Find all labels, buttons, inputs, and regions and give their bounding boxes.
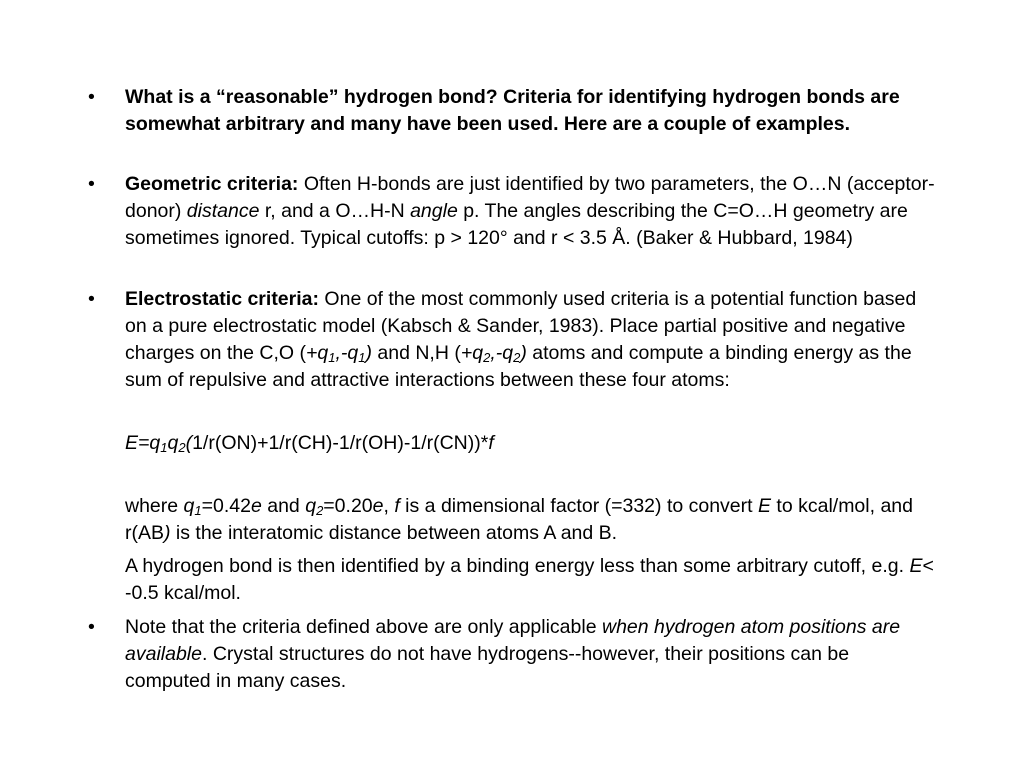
geometric-text-3: p. The angles describing the C=O…H geometry are sometimes ignored. Typical cutoffs: p > 120° and r < 3.5 Å. (Baker & Hubbard, 1984) <box>125 200 908 249</box>
note-emphasis: when hydrogen atom positions are available <box>125 616 901 665</box>
bullet-item-geometric <box>88 171 935 252</box>
electrostatic-text-3: atoms and compute a binding energy as the sum of repulsive and attractive interactions between these four atoms: <box>125 342 912 391</box>
note-text-1: Note that the criteria defined above are only applicable <box>125 616 602 638</box>
energy-formula: $E=q_1q_2(1/r(ON)+1/r(CH)-1/r(OH)-1/r(CN))*f$ <box>125 432 494 455</box>
bullet-marker: • <box>88 173 95 195</box>
geometric-text-2: r, and a O…H-N <box>259 200 411 222</box>
charge-1-positive: $+q_1,-q_1$) <box>306 342 372 365</box>
bullet-marker: • <box>88 616 95 638</box>
electrostatic-text-2: and N,H ( <box>371 342 461 364</box>
charge-2: $+q_2,-q_2$) <box>460 342 527 365</box>
bullet-item-electrostatic <box>88 286 935 394</box>
question-text: What is a “reasonable” hydrogen bond? Criteria for identifying hydrogen bonds are somewhat arbitrary and many have been used. Here are a couple of examples. <box>125 86 900 135</box>
angle-term: angle <box>410 200 458 222</box>
bullet-marker: • <box>88 86 95 108</box>
bullet-marker: • <box>88 288 95 310</box>
electrostatic-label: Electrostatic criteria: <box>125 288 320 310</box>
bullet-item-question <box>88 84 935 138</box>
geometric-text-1: Often H-bonds are just identified by two parameters, the O…N (acceptor-donor) <box>125 173 935 222</box>
geometric-label: Geometric criteria: <box>125 173 299 195</box>
distance-term: distance <box>186 200 260 222</box>
bullet-item-note <box>88 614 935 695</box>
electrostatic-text-1: One of the most commonly used criteria is a potential function based on a pure electrostatic model (Kabsch & Sander, 1983). Place partial positive and negative charges on the C,O ( <box>125 288 917 364</box>
energy-cutoff: A hydrogen bond is then identified by a binding energy less than some arbitrary cutoff, e.g. E< -0.5 kcal/mol. <box>125 555 934 604</box>
note-text-2: . Crystal structures do not have hydrogens--however, their positions can be computed in many cases. <box>125 643 850 692</box>
formula-explanation: where $q_1=0.42e$ and $q_2=0.20e$, f is a dimensional factor (=332) to convert E to kcal/mol, and r(AB) is the interatomic distance between atoms A and B. <box>125 495 913 544</box>
